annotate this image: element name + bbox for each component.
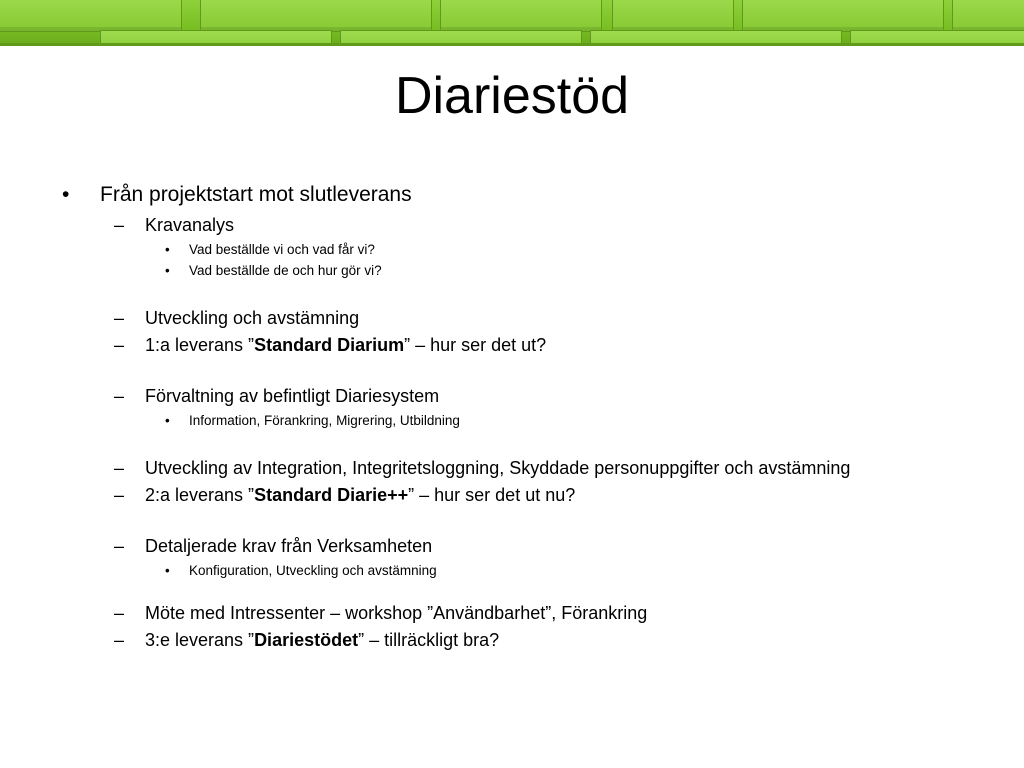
dash-marker: – bbox=[114, 536, 125, 556]
item-text-pre: 1:a leverans ” bbox=[145, 335, 255, 355]
bullet-marker: • bbox=[165, 263, 170, 278]
list-item bbox=[0, 410, 1024, 431]
item-text-pre: 3:e leverans ” bbox=[145, 630, 255, 650]
item-text: Detaljerade krav från Verksamheten bbox=[145, 536, 433, 556]
item-text: Vad beställde de och hur gör vi? bbox=[189, 263, 382, 278]
slide-body bbox=[0, 178, 1024, 654]
dash-marker: – bbox=[114, 485, 125, 505]
bullet-marker: • bbox=[165, 242, 170, 257]
item-text: Information, Förankring, Migrering, Utbildning bbox=[189, 413, 460, 428]
list-item bbox=[0, 383, 1024, 410]
list-item bbox=[0, 239, 1024, 260]
banner-edge bbox=[0, 43, 1024, 46]
item-text: Utveckling och avstämning bbox=[145, 308, 360, 328]
spacer bbox=[0, 509, 1024, 533]
dash-marker: – bbox=[114, 335, 125, 355]
list-item bbox=[0, 212, 1024, 239]
item-text: Utveckling av Integration, Integritetsloggning, Skyddade personuppgifter och avstämning bbox=[145, 458, 851, 478]
item-text-post: ” – hur ser det ut nu? bbox=[408, 485, 576, 505]
list-item bbox=[0, 178, 1024, 212]
item-text: Konfiguration, Utveckling och avstämning bbox=[189, 563, 437, 578]
item-text-pre: 2:a leverans ” bbox=[145, 485, 255, 505]
spacer bbox=[0, 281, 1024, 305]
dash-marker: – bbox=[114, 308, 125, 328]
item-text: Möte med Intressenter – workshop ”Användbarhet”, Förankring bbox=[145, 603, 648, 623]
dash-marker: – bbox=[114, 603, 125, 623]
dash-marker: – bbox=[114, 630, 125, 650]
dash-marker: – bbox=[114, 386, 125, 406]
item-text-bold: Standard Diarium bbox=[254, 335, 405, 355]
header-banner bbox=[0, 0, 1024, 46]
spacer bbox=[0, 359, 1024, 383]
bullet-marker: • bbox=[62, 183, 70, 206]
list-item bbox=[0, 332, 1024, 359]
item-text: Kravanalys bbox=[145, 215, 235, 235]
spacer bbox=[0, 431, 1024, 455]
list-item bbox=[0, 600, 1024, 627]
banner-block bbox=[952, 0, 1024, 32]
banner-block bbox=[200, 0, 432, 32]
spacer bbox=[0, 581, 1024, 600]
list-item bbox=[0, 533, 1024, 560]
slide-title: Diariestöd bbox=[394, 67, 630, 125]
dash-marker: – bbox=[114, 215, 125, 235]
item-text-post: ” – hur ser det ut? bbox=[404, 335, 547, 355]
item-text-post: ” – tillräckligt bra? bbox=[358, 630, 500, 650]
dash-marker: – bbox=[114, 458, 125, 478]
bullet-marker: • bbox=[165, 563, 170, 578]
banner-block bbox=[0, 0, 182, 32]
item-text: Förvaltning av befintligt Diariesystem bbox=[145, 386, 440, 406]
item-text-bold: Standard Diarie++ bbox=[254, 485, 409, 505]
list-item bbox=[0, 627, 1024, 654]
item-text-bold: Diariestödet bbox=[254, 630, 359, 650]
item-text: Vad beställde vi och vad får vi? bbox=[189, 242, 375, 257]
banner-block bbox=[742, 0, 944, 32]
banner-block bbox=[440, 0, 602, 32]
item-text: Från projektstart mot slutleverans bbox=[100, 183, 412, 206]
list-item bbox=[0, 260, 1024, 281]
banner-block bbox=[612, 0, 734, 32]
bullet-marker: • bbox=[165, 413, 170, 428]
list-item bbox=[0, 560, 1024, 581]
list-item bbox=[0, 482, 1024, 509]
list-item bbox=[0, 305, 1024, 332]
list-item bbox=[0, 455, 1024, 482]
